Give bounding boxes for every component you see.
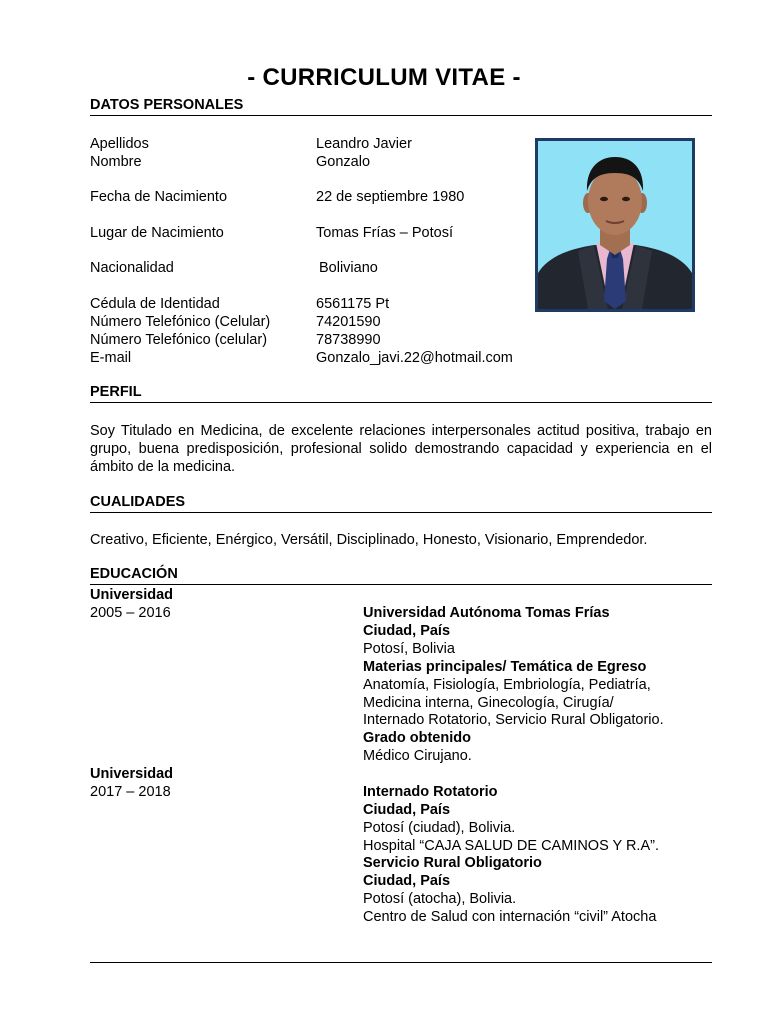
education-2-line: Potosí (ciudad), Bolivia. [363, 820, 516, 836]
label-email: E-mail [90, 350, 132, 366]
education-2-line: Potosí (atocha), Bolivia. [363, 891, 517, 907]
value-fecha-nacimiento: 22 de septiembre 1980 [316, 189, 465, 205]
value-nombre: Gonzalo [316, 154, 371, 170]
education-1-line: Medicina interna, Ginecología, Cirugía/ [363, 695, 614, 711]
education-1-years: 2005 – 2016 [90, 605, 171, 621]
value-lugar-nacimiento: Tomas Frías – Potosí [316, 225, 453, 241]
value-apellidos: Leandro Javier [316, 136, 412, 152]
label-nacionalidad: Nacionalidad [90, 260, 174, 276]
qualities-paragraph: Creativo, Eficiente, Enérgico, Versátil, Disciplinado, Honesto, Visionario, Emprendedor. [90, 532, 648, 548]
education-1-line: Grado obtenido [363, 730, 471, 746]
education-2-heading: Universidad [90, 766, 173, 782]
section-heading-education: EDUCACIÓN [90, 566, 712, 585]
label-fecha-nacimiento: Fecha de Nacimiento [90, 189, 228, 205]
value-cedula: 6561175 Pt [316, 296, 390, 312]
education-2-line: Centro de Salud con internación “civil” Atocha [363, 909, 657, 925]
education-2-line: Ciudad, País [363, 873, 451, 889]
footer-divider [90, 962, 712, 963]
label-apellidos: Apellidos [90, 136, 149, 152]
section-heading-profile: PERFIL [90, 384, 712, 403]
education-1-line: Médico Cirujano. [363, 748, 472, 764]
education-2-line: Hospital “CAJA SALUD DE CAMINOS Y R.A”. [363, 838, 659, 854]
label-telefono-1: Número Telefónico (Celular) [90, 314, 271, 330]
label-cedula: Cédula de Identidad [90, 296, 220, 312]
education-1-line: Anatomía, Fisiología, Embriología, Pediatría, [363, 677, 651, 693]
label-nombre: Nombre [90, 154, 142, 170]
person-silhouette-icon [538, 141, 692, 309]
education-2-line: Ciudad, País [363, 802, 451, 818]
education-2-years: 2017 – 2018 [90, 784, 171, 800]
label-telefono-2: Número Telefónico (celular) [90, 332, 268, 348]
value-nacionalidad: Boliviano [319, 260, 378, 276]
section-heading-personal: DATOS PERSONALES [90, 97, 712, 116]
education-1-line: Potosí, Bolivia [363, 641, 455, 657]
label-lugar-nacimiento: Lugar de Nacimiento [90, 225, 224, 241]
profile-paragraph: Soy Titulado en Medicina, de excelente relaciones interpersonales actitud positiva, trabajo en grupo, buena predisposición, profesional solido demostrando capacidad y experiencia en el ámbito de la medicina. [90, 423, 712, 475]
page-title: - CURRICULUM VITAE - [247, 64, 521, 91]
value-telefono-1: 74201590 [316, 314, 381, 330]
education-1-line: Internado Rotatorio, Servicio Rural Obligatorio. [363, 712, 664, 728]
section-heading-qualities: CUALIDADES [90, 494, 712, 513]
value-email: Gonzalo_javi.22@hotmail.com [316, 350, 513, 366]
education-1-line: Ciudad, País [363, 623, 451, 639]
education-2-line: Internado Rotatorio [363, 784, 498, 800]
education-1-line: Universidad Autónoma Tomas Frías [363, 605, 610, 621]
education-1-heading: Universidad [90, 587, 173, 603]
value-telefono-2: 78738990 [316, 332, 381, 348]
education-2-line: Servicio Rural Obligatorio [363, 855, 542, 871]
education-1-line: Materias principales/ Temática de Egreso [363, 659, 647, 675]
portrait-photo [535, 138, 695, 312]
